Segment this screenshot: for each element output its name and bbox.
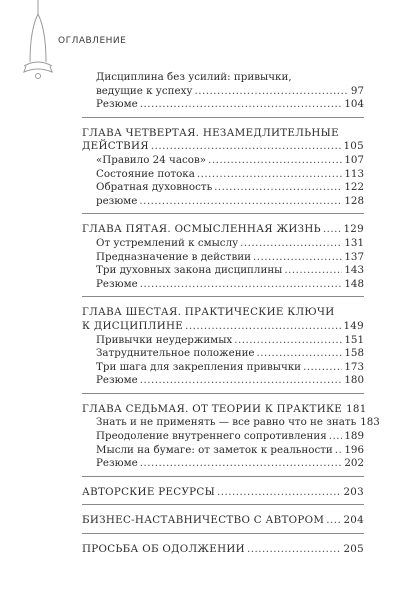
dot-leader bbox=[185, 320, 341, 334]
toc-entry[interactable] bbox=[82, 195, 364, 209]
dot-leader bbox=[240, 237, 342, 251]
toc-entry[interactable] bbox=[82, 416, 380, 430]
chapter-heading bbox=[82, 127, 364, 141]
toc-entry-title: Три шага для закрепления привычки bbox=[96, 360, 302, 373]
toc-entry-title: ведущие к успеху bbox=[96, 84, 193, 97]
toc-entry-title: Знать и не применять — все равно что не знать bbox=[96, 416, 357, 429]
chapter-entry[interactable] bbox=[82, 223, 364, 237]
dot-leader bbox=[214, 181, 342, 195]
toc-entry-page: 143 bbox=[344, 264, 364, 277]
toc-entry[interactable] bbox=[82, 334, 364, 348]
dot-leader bbox=[326, 514, 341, 528]
dot-leader bbox=[323, 223, 342, 237]
dot-leader bbox=[303, 361, 342, 375]
toc-entry-page: 122 bbox=[344, 181, 364, 194]
toc-entry-page: 158 bbox=[344, 347, 364, 360]
chapter-heading bbox=[82, 306, 364, 320]
chapter-entry[interactable] bbox=[82, 140, 364, 154]
chapter-title: БИЗНЕС-НАСТАВНИЧЕСТВО С АВТОРОМ bbox=[82, 514, 325, 527]
toc-entry-page: 173 bbox=[344, 360, 364, 373]
chapter-title: ГЛАВА ПЯТАЯ. ОСМЫСЛЕННАЯ ЖИЗНЬ bbox=[82, 223, 321, 236]
dot-leader bbox=[140, 457, 343, 471]
dot-leader bbox=[140, 374, 343, 388]
toc-entry[interactable] bbox=[82, 347, 364, 361]
toc-entry[interactable] bbox=[82, 154, 364, 168]
toc-entry-page: 104 bbox=[344, 98, 364, 111]
dot-leader bbox=[197, 168, 342, 182]
chapter-entry[interactable] bbox=[82, 402, 367, 417]
dot-leader bbox=[284, 264, 342, 278]
dot-leader bbox=[329, 430, 343, 444]
toc-entry-page: 137 bbox=[344, 250, 364, 263]
toc-entry-page: 196 bbox=[344, 443, 364, 456]
toc-entry[interactable] bbox=[82, 457, 364, 471]
toc-entry-page: 202 bbox=[344, 457, 364, 470]
toc-entry[interactable] bbox=[82, 264, 364, 278]
chapter-title: К ДИСЦИПЛИНЕ bbox=[82, 319, 184, 332]
toc-entry[interactable] bbox=[82, 278, 364, 292]
toc-entry-page: 113 bbox=[344, 167, 364, 180]
toc-entry[interactable] bbox=[82, 361, 364, 375]
dot-leader bbox=[208, 154, 342, 168]
toc-entry-page: 97 bbox=[350, 84, 364, 97]
toc-entry-title: От устремлений к смыслу bbox=[96, 236, 239, 249]
toc-entry-title: Дисциплина без усилий: привычки, bbox=[96, 71, 292, 83]
toc-entry-title: Резюме bbox=[96, 457, 138, 470]
toc-entry-page: 180 bbox=[344, 374, 364, 387]
chapter-page: 129 bbox=[343, 223, 364, 236]
dot-leader bbox=[253, 251, 342, 265]
toc-entry-title: Привычки неудержимых bbox=[96, 333, 233, 346]
section-divider bbox=[82, 533, 364, 534]
dot-leader bbox=[139, 195, 342, 209]
toc-entry[interactable] bbox=[82, 251, 364, 265]
toc-entry-title: «Правило 24 часов» bbox=[96, 153, 207, 166]
toc-entry-title: резюме bbox=[96, 194, 138, 207]
toc-entry-title: Резюме bbox=[96, 374, 138, 387]
running-head: ОГЛАВЛЕНИЕ bbox=[58, 36, 127, 46]
toc-entry[interactable] bbox=[82, 374, 364, 388]
toc-entry-title: Преодоление внутреннего сопротивления bbox=[96, 430, 327, 443]
toc-entry-title: Состояние потока bbox=[96, 167, 195, 180]
dot-leader bbox=[194, 85, 348, 99]
chapter-page: 205 bbox=[343, 543, 364, 556]
toc-entry[interactable] bbox=[82, 98, 364, 112]
bell-icon bbox=[18, 0, 58, 80]
dot-leader bbox=[151, 140, 342, 154]
chapter-entry[interactable] bbox=[82, 320, 364, 334]
table-of-contents bbox=[82, 71, 380, 557]
toc-entry[interactable] bbox=[82, 430, 364, 444]
chapter-page: 149 bbox=[343, 319, 364, 332]
section-divider bbox=[82, 296, 364, 297]
dot-leader bbox=[257, 347, 343, 361]
chapter-entry[interactable] bbox=[82, 514, 364, 528]
chapter-title: ДЕЙСТВИЯ bbox=[82, 140, 149, 153]
chapter-page: 203 bbox=[343, 485, 364, 498]
dot-leader bbox=[335, 444, 343, 458]
chapter-entry[interactable] bbox=[82, 543, 364, 557]
toc-entry-page: 189 bbox=[344, 430, 364, 443]
dot-leader bbox=[247, 543, 341, 557]
chapter-page: 204 bbox=[343, 514, 364, 527]
section-divider bbox=[82, 213, 364, 214]
chapter-title: ГЛАВА ШЕСТАЯ. ПРАКТИЧЕСКИЕ КЛЮЧИ bbox=[82, 306, 335, 319]
toc-entry[interactable] bbox=[82, 444, 364, 458]
toc-entry[interactable] bbox=[82, 237, 364, 251]
dot-leader bbox=[140, 278, 343, 292]
chapter-title: ГЛАВА ЧЕТВЕРТАЯ. НЕЗАМЕДЛИТЕЛЬНЫЕ bbox=[82, 126, 339, 139]
dot-leader bbox=[217, 486, 341, 500]
chapter-title: ПРОСЬБА ОБ ОДОЛЖЕНИИ bbox=[82, 543, 245, 556]
section-divider bbox=[82, 393, 364, 394]
toc-entry[interactable] bbox=[82, 168, 364, 182]
toc-entry-title: Три духовных закона дисциплины bbox=[96, 264, 283, 277]
toc-entry-title: Резюме bbox=[96, 277, 138, 290]
chapter-title: АВТОРСКИЕ РЕСУРСЫ bbox=[82, 485, 216, 498]
section-divider bbox=[82, 504, 364, 505]
toc-entry-page: 131 bbox=[344, 236, 364, 249]
toc-entry[interactable] bbox=[82, 181, 364, 195]
chapter-title: ГЛАВА СЕДЬМАЯ. ОТ ТЕОРИИ К ПРАКТИКЕ bbox=[82, 402, 343, 415]
toc-entry-title: Резюме bbox=[96, 98, 138, 111]
toc-entry-title: Обратная духовность bbox=[96, 181, 213, 194]
toc-entry-page: 107 bbox=[344, 153, 364, 166]
section-divider bbox=[82, 476, 364, 477]
section-divider bbox=[82, 117, 364, 118]
toc-entry[interactable] bbox=[82, 85, 364, 99]
toc-entry-page: 183 bbox=[360, 416, 380, 429]
chapter-page: 105 bbox=[343, 140, 364, 153]
toc-entry-title: Затруднительное положение bbox=[96, 347, 255, 360]
toc-entry-title: Мысли на бумаге: от заметок к реальности bbox=[96, 443, 333, 456]
toc-entry-title: Предназначение в действии bbox=[96, 250, 251, 263]
dot-leader bbox=[234, 334, 342, 348]
chapter-entry[interactable] bbox=[82, 486, 364, 500]
dot-leader bbox=[140, 98, 343, 112]
toc-entry-page: 128 bbox=[344, 194, 364, 207]
toc-entry-page: 148 bbox=[344, 277, 364, 290]
chapter-page: 181 bbox=[346, 402, 367, 415]
toc-entry-page: 151 bbox=[344, 333, 364, 346]
